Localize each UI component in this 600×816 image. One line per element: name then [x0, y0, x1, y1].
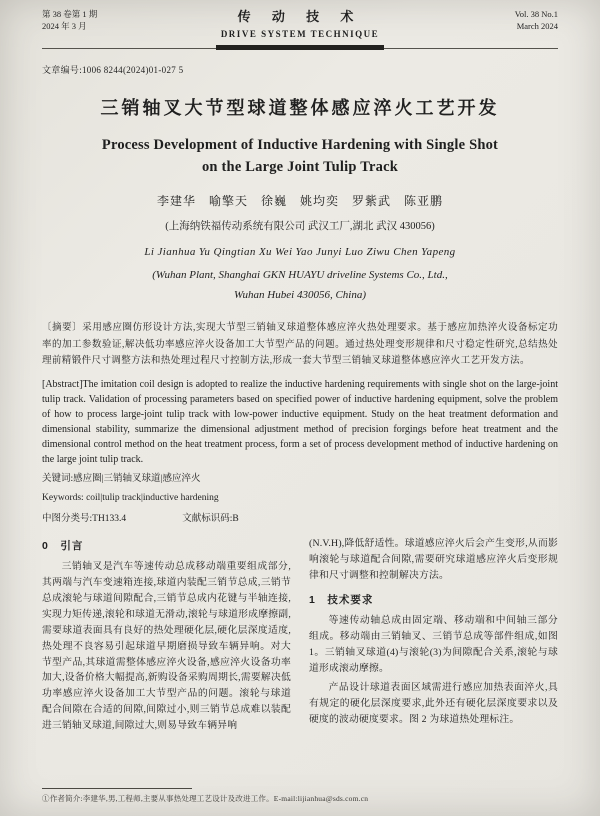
- header-issue-info: [42, 8, 162, 33]
- section-1-heading: 1 技术要求: [309, 593, 374, 606]
- section-1-paragraph-2: 产品设计球道表面区域需进行感应加热表面淬火,具有规定的硬化层深度要求,此外还有硬化层深度要求以及硬度的波动硬度要求。图 2 为球道热处理标注。: [309, 682, 558, 726]
- volume-issue-en: Vol. 38 No.1: [514, 9, 558, 19]
- date-cn: 2024 年 3 月: [42, 21, 87, 32]
- document-code: 文献标识码:B: [182, 514, 239, 525]
- article-number: 文章编号:1006 8244(2024)01-027 5: [42, 64, 184, 75]
- affiliation-en-line1: (Wuhan Plant, Shanghai GKN HUAYU driveline Systems Co., Ltd.,: [152, 268, 448, 281]
- journal-title-en: DRIVE SYSTEM TECHNIQUE: [220, 28, 380, 39]
- journal-header: [42, 8, 558, 41]
- header-black-bar: [216, 45, 384, 50]
- author-footnote: ①作者简介:李建华,男,工程师,主要从事热处理工艺设计及改进工作。E-mail:lijianhua@sds.com.cn: [42, 794, 369, 803]
- right-column: [309, 536, 558, 737]
- header-divider: [42, 42, 558, 49]
- article-body: [42, 536, 558, 737]
- authors-en: Li Jianhua Yu Qingtian Xu Wei Yao Junyi Luo Ziwu Chen Yapeng: [144, 245, 456, 258]
- abstract-cn: 〔摘要〕采用感应圈仿形设计方法,实现大节型三销轴叉球道整体感应淬火热处理要求。基于感应加热淬火设备标定功率的加工参数验证,解决低功率感应淬火设备加工大节型产品的问题。通过热处理变形规律和尺寸稳定性研究,总结热处理前精锻件尺寸调整方法和热处理过程尺寸控制方法,形成一套大节型三销轴叉球道整体感应淬火工艺开发方法。: [42, 323, 558, 366]
- section-0-heading: 0 引言: [42, 540, 84, 553]
- article-title-en: [42, 134, 558, 179]
- continued-paragraph: (N.V.H),降低舒适性。球道感应淬火后会产生变形,从而影响滚轮与球道配合间隙,需要研究球道感应淬火后变形规律和尺寸调整和控制解决方法。: [309, 538, 558, 582]
- header-volume-info: [438, 8, 558, 33]
- keywords-en: Keywords: coil|tulip track|inductive hardening: [42, 493, 219, 504]
- section-0-paragraph: 三销轴叉是汽车等速传动总成移动端重要组成部分,其两端与汽车变速箱连接,球道内装配三销节总成,三销节总成滚轮与球道间隙配合,三销节总成内花键与半轴连接,实现力矩传递,滚轮和球道无滑动,滚轮与球道形成摩擦副,需要球道表面具有良好的热处理硬化层,硬化层深度适度,热处理不良容易引起球道早期磨损导致车辆异响。对大节型产品,其球道需整体感应淬火设备,感应淬火设备功率加大,设备价格大幅提高,新购设备采购周期长,需要解决低功率感应淬火设备加工大节型产品的问题。滚轮与球道配合间隙在合适的间隙,间隙过小,则三销节总成难以装配进三销轴叉球道,间隙过大,则易导致车辆异响: [42, 561, 291, 731]
- page-footer: [42, 788, 558, 804]
- journal-title-cn: 传 动 技 术: [237, 9, 363, 24]
- footnote-divider: [42, 788, 192, 789]
- affiliation-cn: (上海纳铁福传动系统有限公司 武汉工厂,湖北 武汉 430056): [165, 220, 435, 232]
- section-1-paragraph-1: 等速传动轴总成由固定端、移动端和中间轴三部分组成。移动端由三销轴叉、三销节总成等部件组成,如图 1。三销轴叉球道(4)与滚轮(3)为间隙配合关系,滚轮与球道形成滚动摩擦。: [309, 614, 558, 674]
- affiliation-en-line2: Wuhan Hubei 430056, China): [234, 288, 366, 301]
- clc-number: 中图分类号:TH133.4: [42, 514, 127, 525]
- affiliation-en: [42, 266, 558, 306]
- journal-title-block: [162, 8, 438, 41]
- left-column: [42, 536, 291, 737]
- keywords-cn: 关键词:感应圈|三销轴叉球道|感应淬火: [42, 473, 201, 484]
- abstract-en: [Abstract]The imitation coil design is adopted to realize the inductive hardening requirements with single shot on the large-joint tulip track. Validation of processing parameters based on specified power of inductive hardening equipment, solve the problem of how to process large-joint tulip track with low-power inductive equipment. Study on the heat treatment deformation and dimensional stability, summarize the dimensional adjustment method of precision forgings before heat treatment and the dimensional control method on the heat treatment process, form a set of process development method of inductive hardening on the large joint tulip track.: [42, 378, 558, 465]
- volume-issue-cn: 第 38 卷第 1 期: [42, 9, 98, 19]
- title-en-line2: on the Large Joint Tulip Track: [201, 159, 398, 176]
- article-title-cn: 三销轴叉大节型球道整体感应淬火工艺开发: [100, 97, 500, 118]
- title-en-line1: Process Development of Inductive Hardening with Single Shot: [101, 136, 499, 153]
- authors-cn: 李建华 喻擎天 徐巍 姚均奕 罗紫武 陈亚鹏: [156, 193, 443, 208]
- classification-row: [42, 510, 558, 524]
- date-en: March 2024: [516, 21, 558, 32]
